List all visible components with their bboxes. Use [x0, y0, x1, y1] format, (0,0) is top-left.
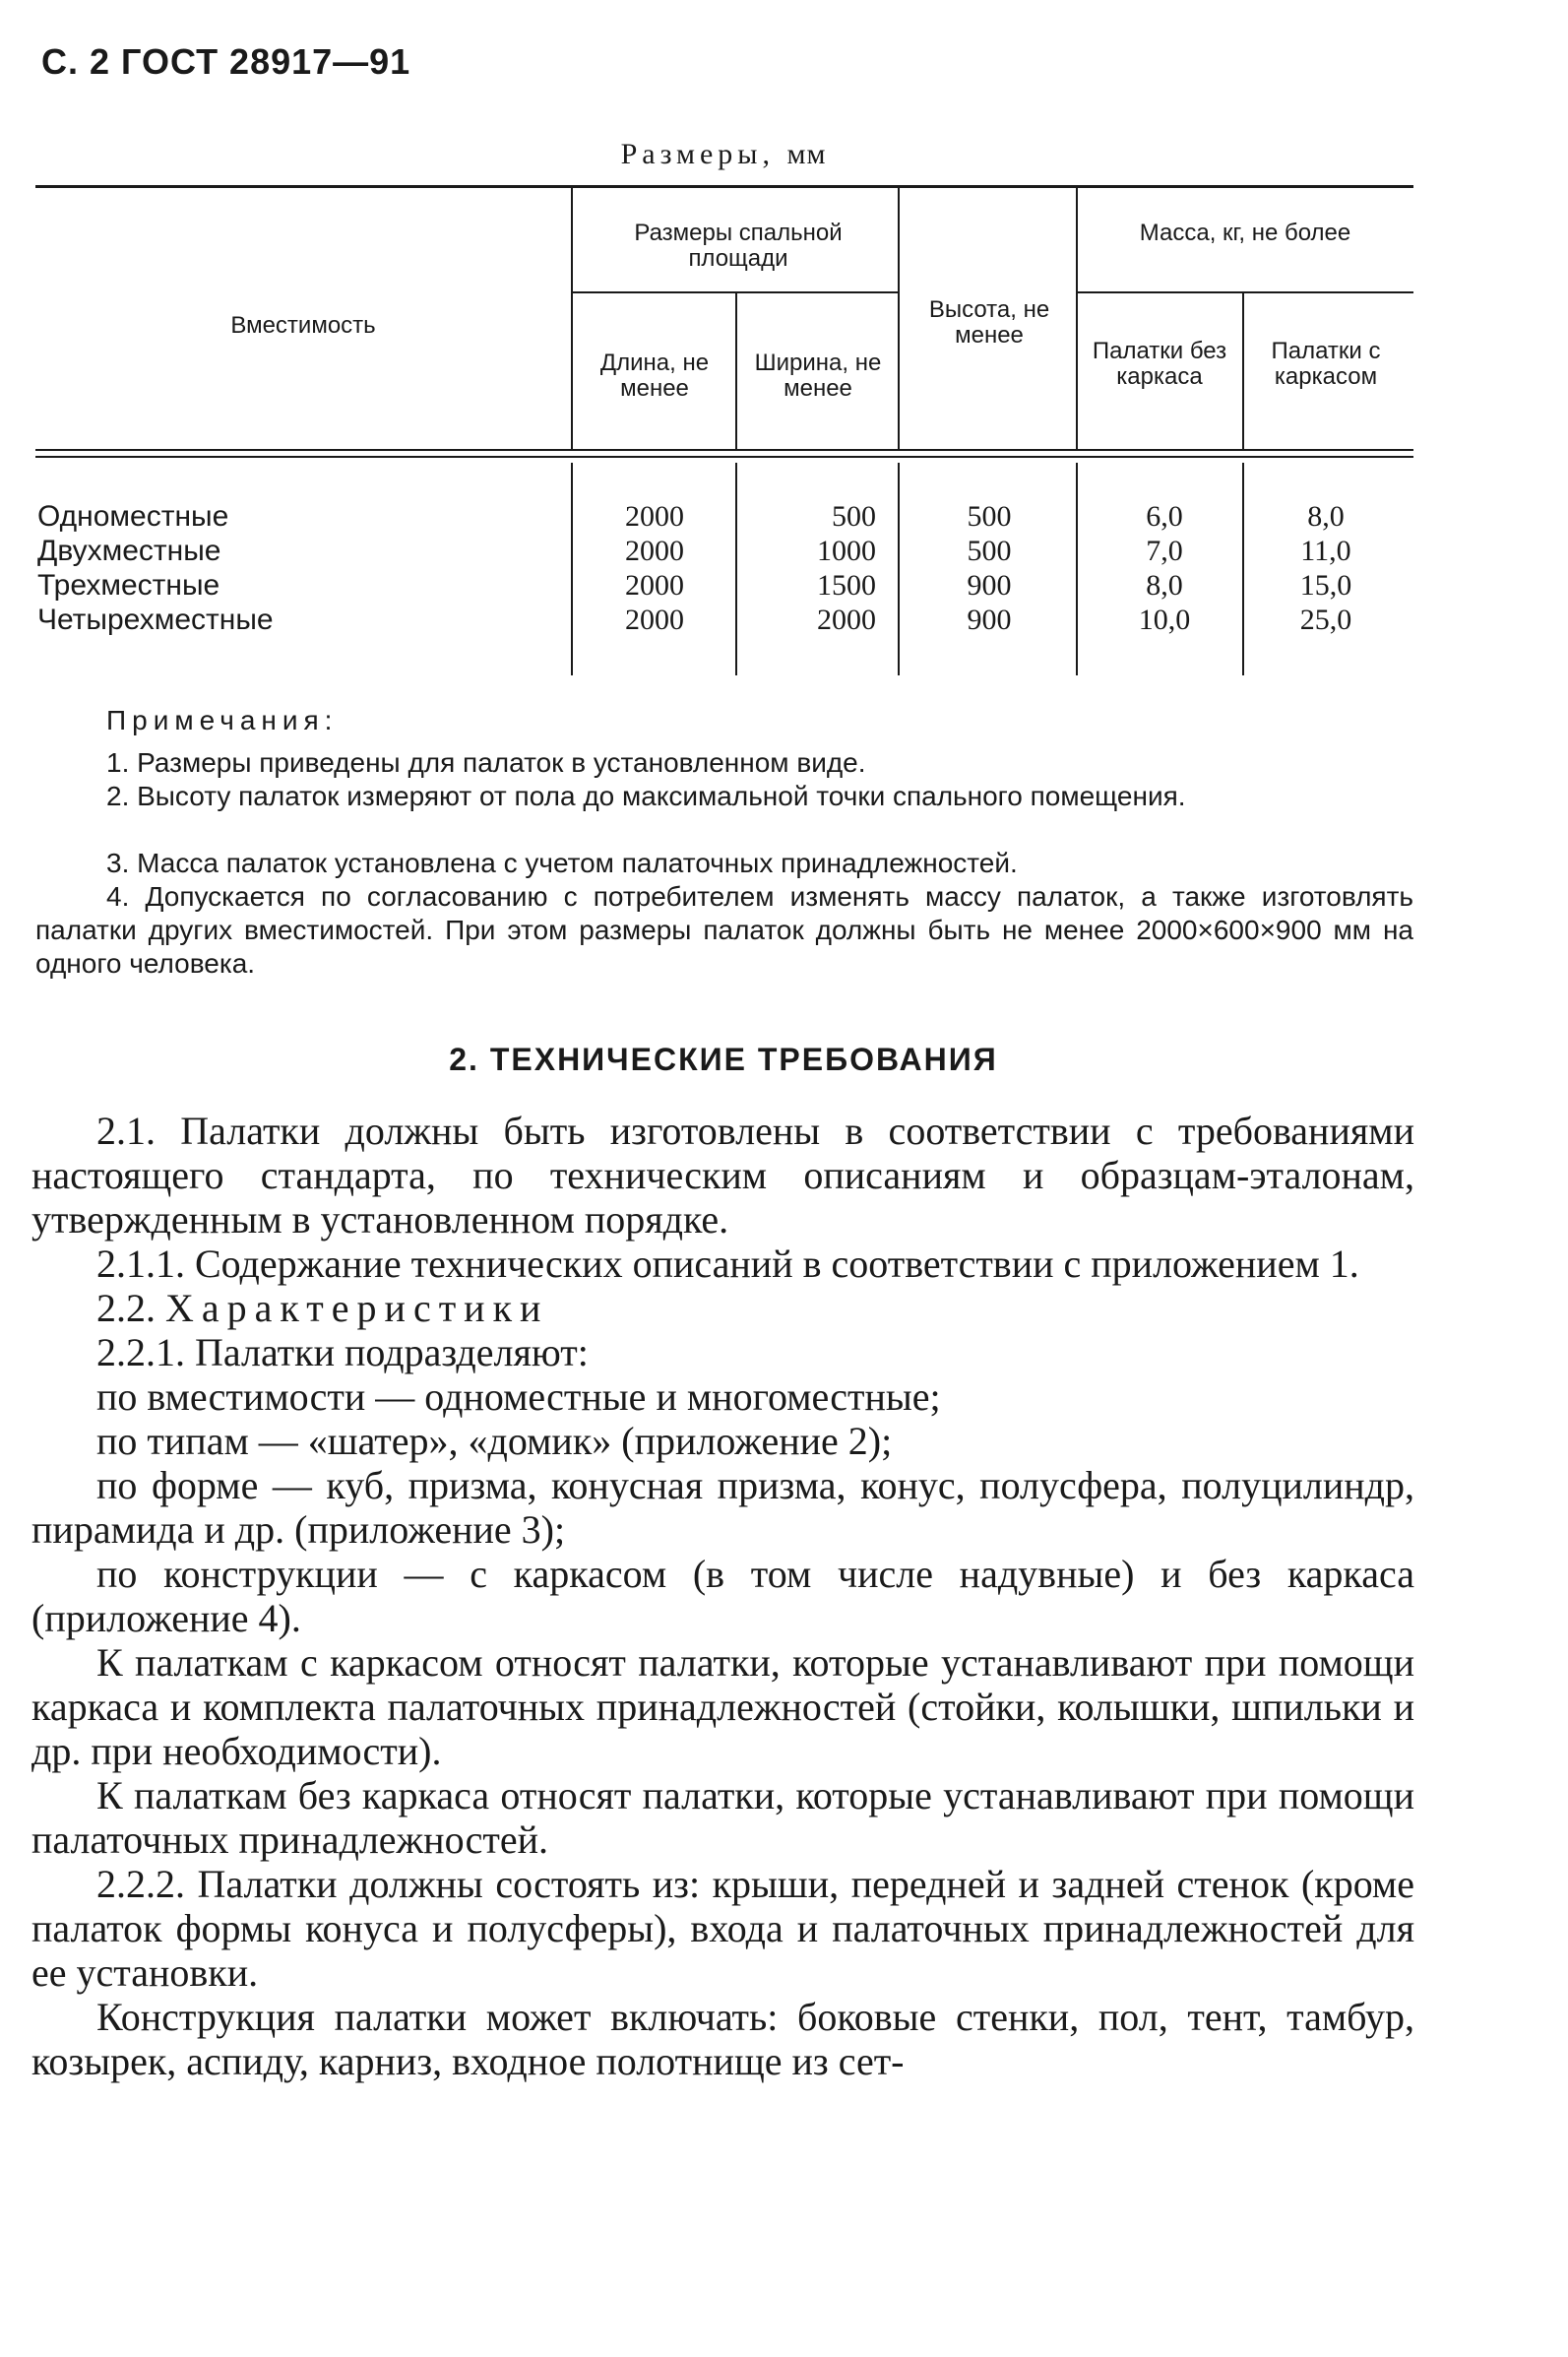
caption-text: Размеры, — [620, 138, 775, 170]
paragraph: по типам — «шатер», «домик» (приложение 2); — [96, 1419, 893, 1463]
page-header: С. 2 ГОСТ 28917—91 — [41, 41, 411, 82]
table-grid — [0, 0, 1568, 689]
paragraph: К палаткам с каркасом относят палатки, которые устанавливают при помощи каркаса и комплекта палаточных принадлежностей (стойки, колышки, шпильки и др. при необходимости). — [31, 1640, 1414, 1773]
table-vrule — [571, 463, 573, 675]
table-vrule — [571, 188, 573, 449]
paragraph: 2.2.2. Палатки должны состоять из: крыши, передней и задней стенок (кроме палаток формы конуса и полусферы), входа и палаточных принадлежностей для ее установки. — [31, 1862, 1414, 1995]
note-item: 1. Размеры приведены для палаток в установленном виде. — [106, 747, 866, 778]
table-vrule — [1076, 463, 1078, 675]
table-vrule — [1076, 188, 1078, 449]
row-width: 2000 — [817, 604, 876, 636]
paragraph: по форме — куб, призма, конусная призма, конус, полусфера, полуцилиндр, пирамида и др. (приложение 3); — [31, 1463, 1414, 1552]
characteristics-heading: Характеристики — [165, 1286, 549, 1330]
caption-unit: мм — [786, 138, 827, 170]
row-capacity: Одноместные — [37, 500, 229, 533]
table-vrule — [898, 463, 900, 675]
header-capacity: Вместимость — [230, 312, 376, 339]
row-height: 500 — [967, 535, 1012, 567]
section-title: 2. ТЕХНИЧЕСКИЕ ТРЕБОВАНИЯ — [449, 1042, 998, 1077]
row-capacity: Четырехместные — [37, 604, 274, 636]
header-sleeping-area: Размеры спальной площади — [634, 220, 843, 272]
row-width: 500 — [832, 500, 876, 533]
section-body — [31, 1109, 1414, 2083]
row-mass-no-frame: 10,0 — [1138, 604, 1191, 636]
note-item: 3. Масса палаток установлена с учетом палаточных принадлежностей. — [106, 848, 1018, 878]
table-top-rule — [35, 185, 1413, 188]
row-width: 1500 — [817, 569, 876, 602]
paragraph: по вместимости — одноместные и многоместные; — [96, 1374, 941, 1419]
row-capacity: Трехместные — [37, 569, 220, 602]
row-width: 1000 — [817, 535, 876, 567]
row-mass-with-frame: 8,0 — [1307, 500, 1345, 533]
row-height: 900 — [967, 569, 1012, 602]
row-capacity: Двухместные — [37, 535, 221, 567]
header-mass-with-frame: Палатки с каркасом — [1271, 338, 1381, 390]
row-mass-no-frame: 6,0 — [1146, 500, 1183, 533]
row-mass-with-frame: 25,0 — [1299, 604, 1352, 636]
note-item: 2. Высоту палаток измеряют от пола до максимальной точки спального помещения. — [106, 781, 1186, 811]
table-header-rule-2 — [35, 456, 1413, 458]
row-length: 2000 — [625, 604, 684, 636]
table-vrule — [898, 188, 900, 449]
paragraph: К палаткам без каркаса относят палатки, которые устанавливают при помощи палаточных принадлежностей. — [31, 1773, 1414, 1862]
note-item: 4. Допускается по согласованию с потребителем изменять массу палаток, а также изготовлять палатки других вместимостей. При этом размеры палаток должны быть не менее 2000×600×900 мм на одного человека. — [35, 881, 1413, 979]
row-height: 500 — [967, 500, 1012, 533]
paragraph-number: 2.2. — [96, 1286, 156, 1330]
row-height: 900 — [967, 604, 1012, 636]
row-length: 2000 — [625, 535, 684, 567]
paragraph: 2.2.1. Палатки подразделяют: — [96, 1330, 589, 1374]
row-mass-no-frame: 8,0 — [1146, 569, 1183, 602]
paragraph: по конструкции — с каркасом (в том числе надувные) и без каркаса (приложение 4). — [31, 1552, 1414, 1640]
header-height: Высота, не менее — [928, 296, 1050, 349]
header-width: Ширина, не менее — [754, 350, 882, 402]
header-length: Длина, не менее — [599, 350, 710, 402]
row-mass-with-frame: 15,0 — [1299, 569, 1352, 602]
mass-subrule — [1078, 291, 1413, 293]
paragraph: 2.1. Палатки должны быть изготовлены в соответствии с требованиями настоящего стандарта, по техническим описаниям и образцам-эталонам, утвержденным в установленном порядке. — [31, 1109, 1414, 1242]
row-length: 2000 — [625, 569, 684, 602]
row-mass-no-frame: 7,0 — [1146, 535, 1183, 567]
row-mass-with-frame: 11,0 — [1300, 535, 1351, 567]
paragraph: Конструкция палатки может включать: боковые стенки, пол, тент, тамбур, козырек, аспиду, карниз, входное полотнище из сет- — [31, 1995, 1414, 2083]
paragraph: 2.1.1. Содержание технических описаний в соответствии с приложением 1. — [96, 1242, 1359, 1286]
notes-title: Примечания: — [106, 705, 339, 735]
table-vrule — [735, 463, 737, 675]
row-length: 2000 — [625, 500, 684, 533]
table-header-rule-1 — [35, 449, 1413, 451]
header-mass-no-frame: Палатки без каркаса — [1092, 338, 1227, 390]
paragraph — [31, 1286, 1414, 1330]
table-vrule — [735, 293, 737, 449]
table-vrule — [1242, 293, 1244, 449]
header-mass: Масса, кг, не более — [1139, 220, 1351, 246]
table-vrule — [1242, 463, 1244, 675]
